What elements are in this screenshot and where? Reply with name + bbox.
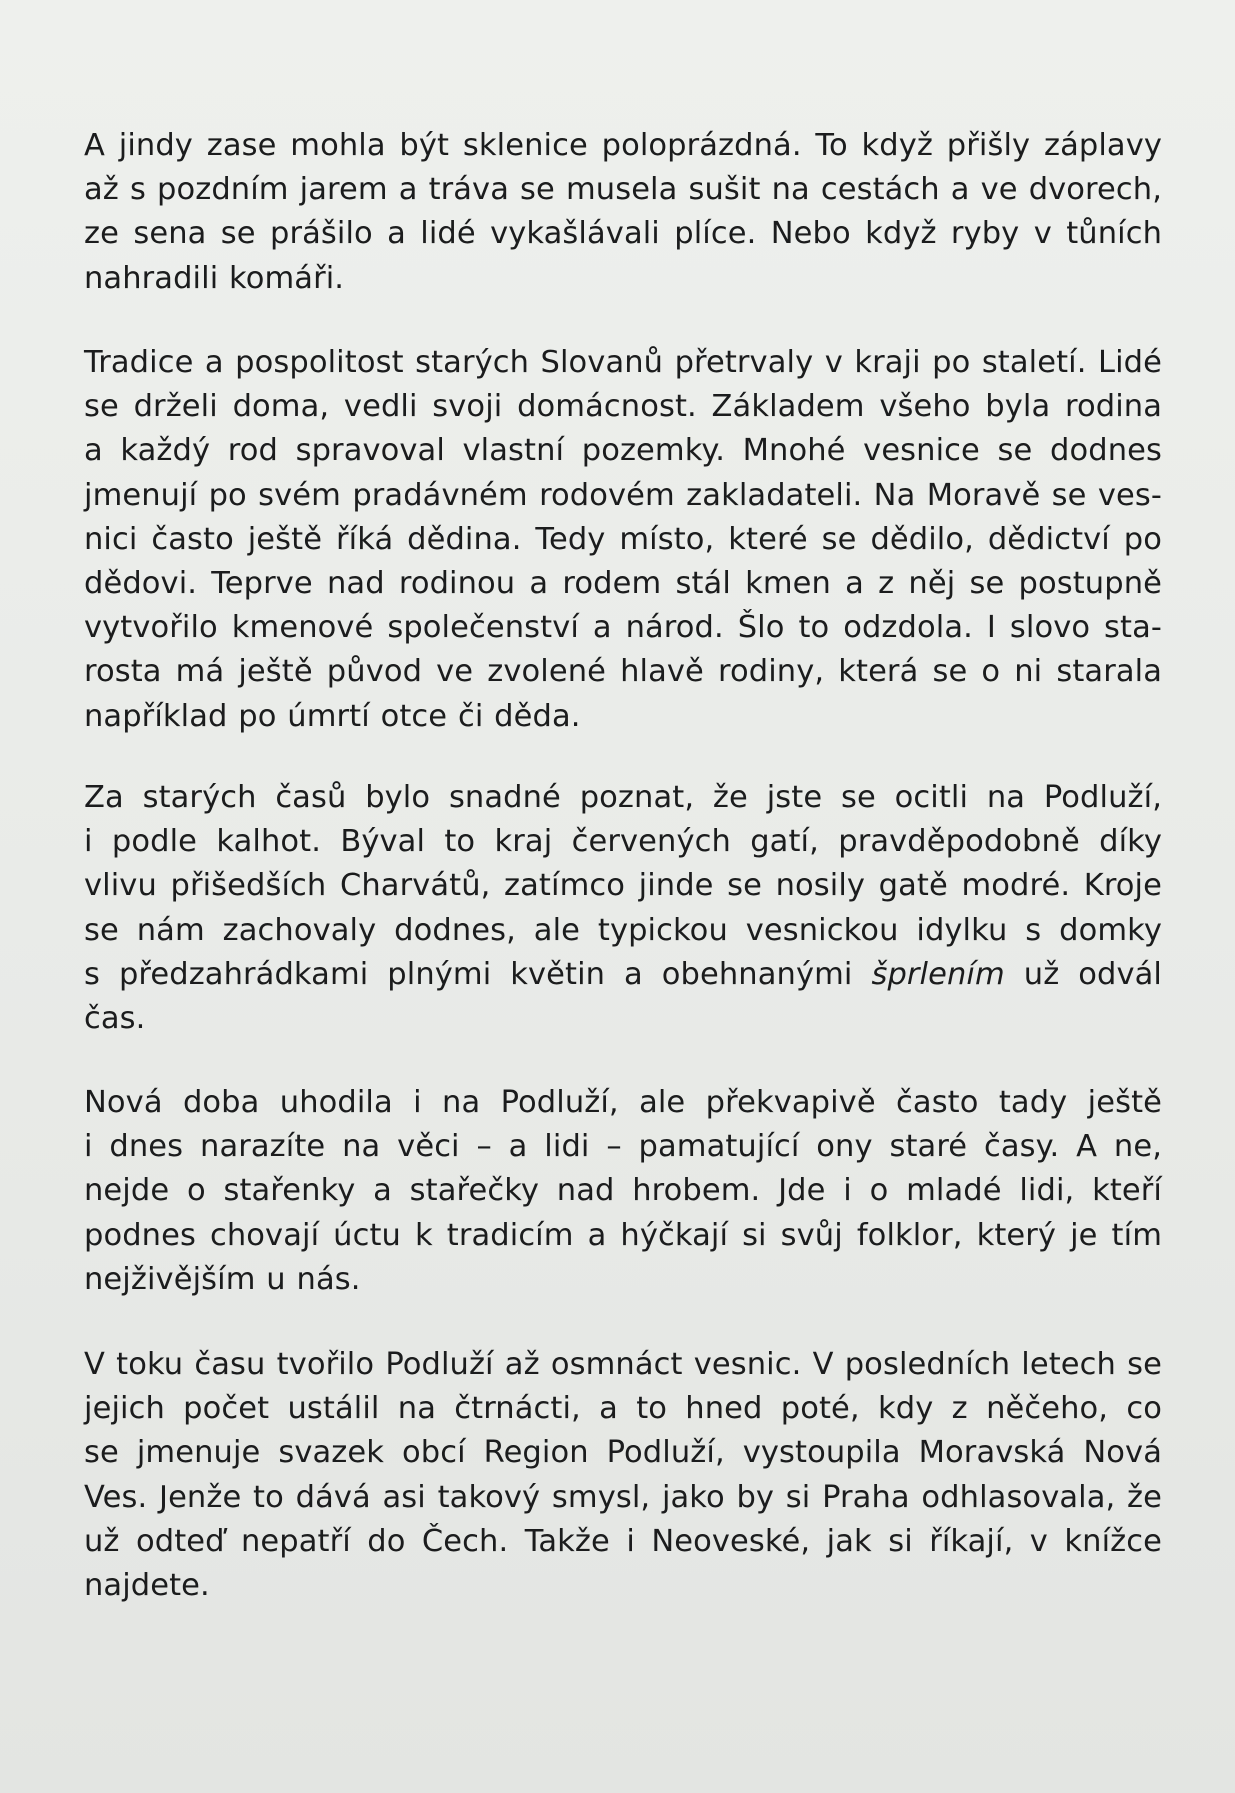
text-line: Nová doba uhodila i na Podluží, ale překvapivě často tady ještě — [84, 1085, 1162, 1120]
paragraph-1 — [84, 124, 1162, 301]
text-line: A jindy zase mohla být sklenice poloprázdná. To když přišly záplavy — [84, 128, 1162, 163]
text-line: jmenují po svém pradávném rodovém zakladateli. Na Moravě se ves- — [84, 477, 1162, 513]
text-line: čas. — [84, 1001, 146, 1037]
text-line: V toku času tvořilo Podluží až osmnáct vesnic. V posledních letech se — [84, 1347, 1162, 1382]
text-line: i podle kalhot. Býval to kraj červených gatí, pravděpodobně díky — [84, 824, 1162, 860]
text-line-with-italic — [84, 953, 1162, 997]
text-line: i dnes narazíte na věci – a lidi – pamatující ony staré časy. A ne, — [84, 1129, 1162, 1165]
text-line: například po úmrtí otce či děda. — [84, 698, 581, 734]
text-line: Tradice a pospolitost starých Slovanů přetrvaly v kraji po staletí. Lidé — [84, 345, 1162, 380]
text-line: se nám zachovaly dodnes, ale typickou vesnickou idylku s domky — [84, 912, 1162, 948]
paragraph-5 — [84, 1343, 1162, 1608]
text-line: už odteď nepatří do Čech. Takže i Neoveské, jak si říkají, v knížce — [84, 1523, 1162, 1559]
paragraph-3 — [84, 776, 1162, 1041]
text-line: jejich počet ustálil na čtrnácti, a to hned poté, kdy z něčeho, co — [84, 1391, 1162, 1427]
text-line: a každý rod spravoval vlastní pozemky. Mnohé vesnice se dodnes — [84, 433, 1162, 469]
text-segment: s předzahrádkami plnými květin a obehnanými — [84, 956, 872, 992]
text-line: Ves. Jenže to dává asi takový smysl, jako by si Praha odhlasovala, že — [84, 1479, 1162, 1515]
paragraph-4 — [84, 1081, 1162, 1302]
text-line: podnes chovají úctu k tradicím a hýčkají si svůj folklor, který je tím — [84, 1217, 1162, 1253]
text-line: se jmenuje svazek obcí Region Podluží, vystoupila Moravská Nová — [84, 1435, 1162, 1471]
text-line: ze sena se prášilo a lidé vykašlávali plíce. Nebo když ryby v tůních — [84, 216, 1162, 252]
text-line: rosta má ještě původ ve zvolené hlavě rodiny, která se o ni starala — [84, 654, 1162, 690]
text-line: se drželi doma, vedli svoji domácnost. Základem všeho byla rodina — [84, 389, 1162, 425]
text-line: vytvořilo kmenové společenství a národ. Šlo to odzdola. I slovo sta- — [84, 610, 1162, 646]
italic-term: šprlením — [871, 956, 1005, 992]
text-line: nejde o stařenky a stařečky nad hrobem. Jde i o mladé lidi, kteří — [84, 1173, 1162, 1209]
text-line: nici často ještě říká dědina. Tedy místo, které se dědilo, dědictví po — [84, 521, 1162, 557]
text-line: dědovi. Teprve nad rodinou a rodem stál kmen a z něj se postupně — [84, 566, 1162, 602]
text-line: najdete. — [84, 1568, 210, 1604]
paragraph-2 — [84, 341, 1162, 739]
text-line: až s pozdním jarem a tráva se musela sušit na cestách a ve dvorech, — [84, 172, 1162, 208]
text-line: nahradili komáři. — [84, 260, 345, 296]
text-line: Za starých časů bylo snadné poznat, že jste se ocitli na Podluží, — [84, 780, 1162, 815]
text-segment: už odvál — [1004, 956, 1163, 992]
text-line: vlivu přišedších Charvátů, zatímco jinde se nosily gatě modré. Kroje — [84, 868, 1162, 904]
text-line: nejživějším u nás. — [84, 1261, 361, 1297]
